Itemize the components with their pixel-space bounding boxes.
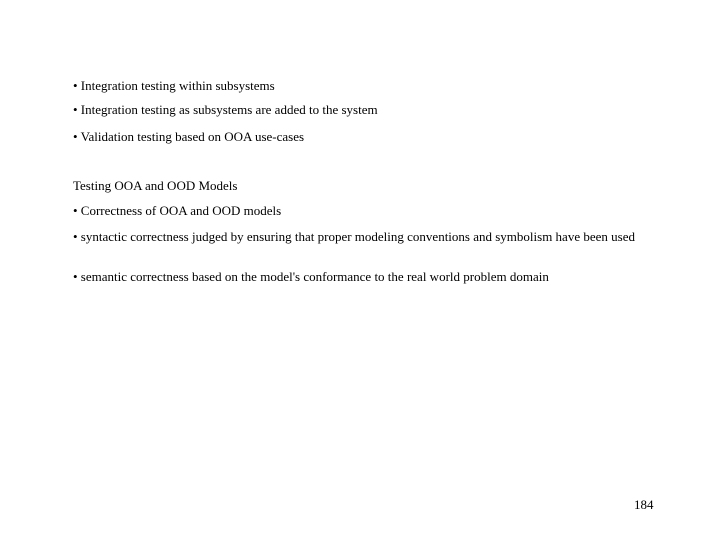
bullet-syntactic-correctness: • syntactic correctness judged by ensuring that proper modeling conventions and symbolism have been used [73, 229, 635, 244]
bullet-integration-as-subsystems-added: • Integration testing as subsystems are added to the system [73, 102, 378, 117]
bullet-correctness-models: • Correctness of OOA and OOD models [73, 203, 282, 218]
page-number: 184 [634, 497, 654, 512]
bullet-semantic-correctness: • semantic correctness based on the model's conformance to the real world problem domain [73, 269, 549, 284]
section-heading-testing-ooa-ood: Testing OOA and OOD Models [73, 178, 238, 193]
bullet-integration-within-subsystems: • Integration testing within subsystems [73, 78, 275, 93]
bullet-validation-testing: • Validation testing based on OOA use-cases [73, 129, 305, 144]
